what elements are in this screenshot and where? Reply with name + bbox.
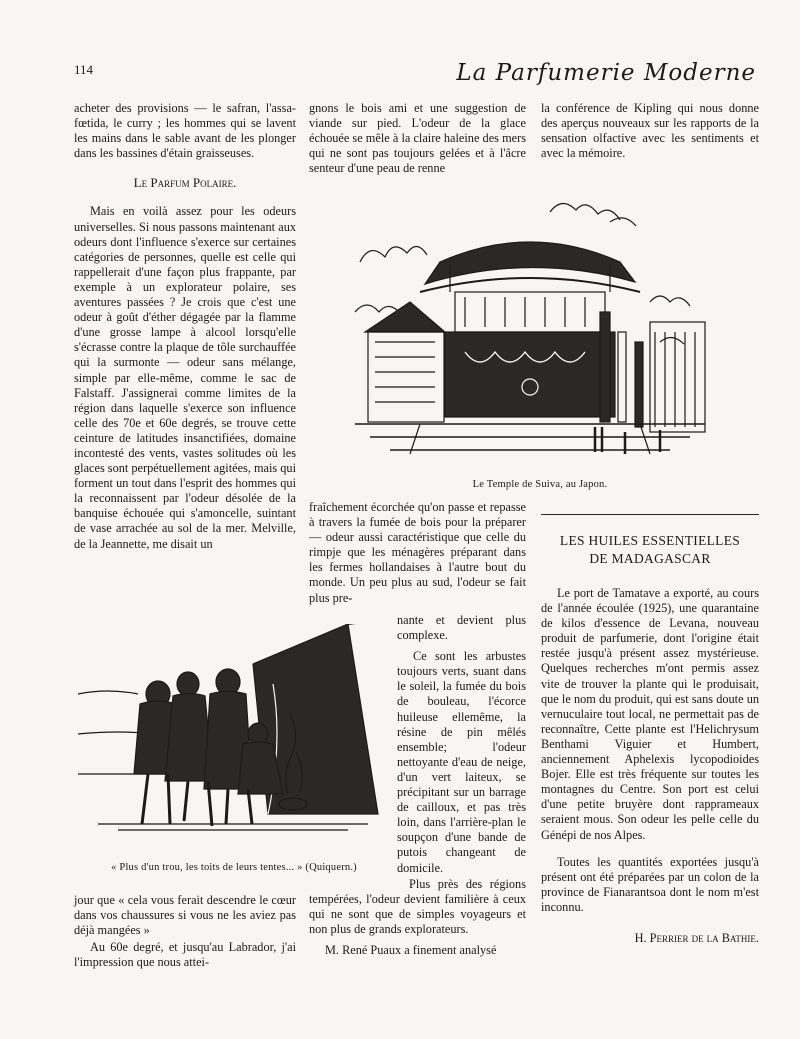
article-heading-line: LES HUILES ESSENTIELLES (559, 533, 741, 548)
paragraph: la conférence de Kipling qui nous donne des aperçus nouveaux sur les rapports de la sensation olfactive avec les sentiments et avec la mémoire. (541, 101, 759, 161)
paragraph: jour que « cela vous ferait descendre le cœur dans vos chaussures si vous ne les aviez pas déjà mangées » (74, 893, 296, 938)
paragraph: fraîchement écorchée qu'on passe et repasse à travers la fumée de bois pour la préparer — odeur aussi caractéristique que celle du rimpje que les ménagères préparant dans les fermes hollandaises à l'autre bout du monde. Un peu plus au sud, l'odeur se fait plus pre- (309, 500, 526, 605)
figure-caption: Le Temple de Suiva, au Japon. (472, 479, 608, 490)
temple-drawing (350, 192, 712, 470)
article-heading-line: DE MADAGASCAR (589, 551, 711, 566)
column-middle-body (309, 500, 526, 606)
article-madagascar (541, 532, 759, 946)
paragraph: nante et devient plus complexe. (397, 613, 526, 643)
paragraph: Ce sont les arbustes toujours verts, suant dans le soleil, la fumée du bois de bouleau, l'écorce huileuse ellemême, la résine de pin mêlés ensemble; l'odeur nettoyante d'eau de neige, d'un vert laiteux, se précipitant sur un barrage de cailloux, et pas très loin, dans l'arrière-plan le soupçon d'une bande de putois changeant de domicile. (397, 649, 526, 875)
paragraph: Toutes les quantités exportées jusqu'à présent ont été préparées par un colon de la province de Fianarantsoa dont le nom m'est inconnu. (541, 854, 759, 914)
paragraph: acheter des provisions — le safran, l'assa-fœtida, le curry ; les hommes qui se lavent les mains dans le sable avant de les plonger dans les bassines d'étain graisseuses. (74, 101, 296, 161)
divider-rule (541, 514, 759, 515)
column-middle-narrow (397, 613, 526, 876)
column-left-top (74, 101, 296, 552)
column-left-bottom (74, 893, 296, 970)
explorers-illustration (78, 624, 390, 838)
column-middle-bottom (309, 877, 526, 958)
paragraph: gnons le bois ami et une suggestion de viande sur pied. L'odeur de la glace échouée se mêle à la claire haleine des mers qui ne sont pas toujours gelées et à l'âcre senteur d'une peau de renne (309, 101, 526, 176)
page-number: 114 (74, 62, 94, 77)
explorers-drawing (78, 624, 390, 838)
paragraph: Mais en voilà assez pour les odeurs universelles. Si nous passons maintenant aux odeurs dont l'influence s'exerce sur certaines catégories de personnes, quelle est celle qui rappellerait d'une façon plus frappante, par exemple à un explorateur polaire, ses aventures passées ? Je crois que c'est une odeur à goût d'éther dégagée par la flamme d'une grosse lampe à alcool lorsqu'elle s'écrasse contre la plaque de tôle surchauffée qui la surmonte — odeur sans mélange, simple par elle-même, comme le sac de Falstaff. J'assignerai comme limites de la région dans laquelle s'exerce son influence celle des 70e et 60e degrés, se trouve cette ceinture de latitudes insanctifiées, domaine incontesté des vents, vastes solitudes où les glaces sont perpétuellement agitées, mais qui forment un tout dans l'esprit des hommes qui la reconnaissent par l'odeur désolée de la banquise échouée qui s'amoncelle, suintant de vase arrachée au sol de la mer. Melville, de la Jeannette, me disait un (74, 204, 296, 551)
paragraph: M. René Puaux a finement analysé (325, 943, 497, 958)
article-heading (541, 532, 759, 568)
author-signature: H. Perrier de la Bathie. (634, 930, 759, 945)
journal-title: La Parfumerie Moderne (456, 60, 756, 86)
column-middle-top (309, 101, 526, 176)
column-right-top (541, 101, 759, 161)
paragraph: Au 60e degré, et jusqu'au Labrador, j'ai l'impression que nous attei- (74, 940, 296, 970)
temple-illustration (350, 192, 712, 470)
figure-caption: « Plus d'un trou, les toits de leurs tentes... » (Quiquern.) (111, 862, 357, 873)
section-heading: Le Parfum Polaire. (133, 175, 237, 191)
paragraph: Plus près des régions tempérées, l'odeur devient familière à ceux qui ne sont que de simples voyageurs et non plus de grands explorateurs. (309, 877, 526, 937)
paragraph: Le port de Tamatave a exporté, au cours de l'année écoulée (1925), une quarantaine de kilos d'essence de Levana, nouveau produit de parfumerie, dont l'origine était restée jusqu'à présent assez mystérieuse. Quelques recherches m'ont permis assez vite de trouver la plante qui le produisait, que le nom du produit, qui est sans doute un vernuculaire tout local, ne permettait pas de reconnaître, Cette plante est l'Helichrysum Benthami Viguier et Humbert, anciennement Aphelexis lycopodioides Bojer. Elle est très fréquente sur toutes les montagnes du Centre. Son port est celui d'une petite bruyère dont rapprameaux seraient mous. Son odeur les pelle celle du Génépi de nos Alpes. (541, 586, 759, 842)
